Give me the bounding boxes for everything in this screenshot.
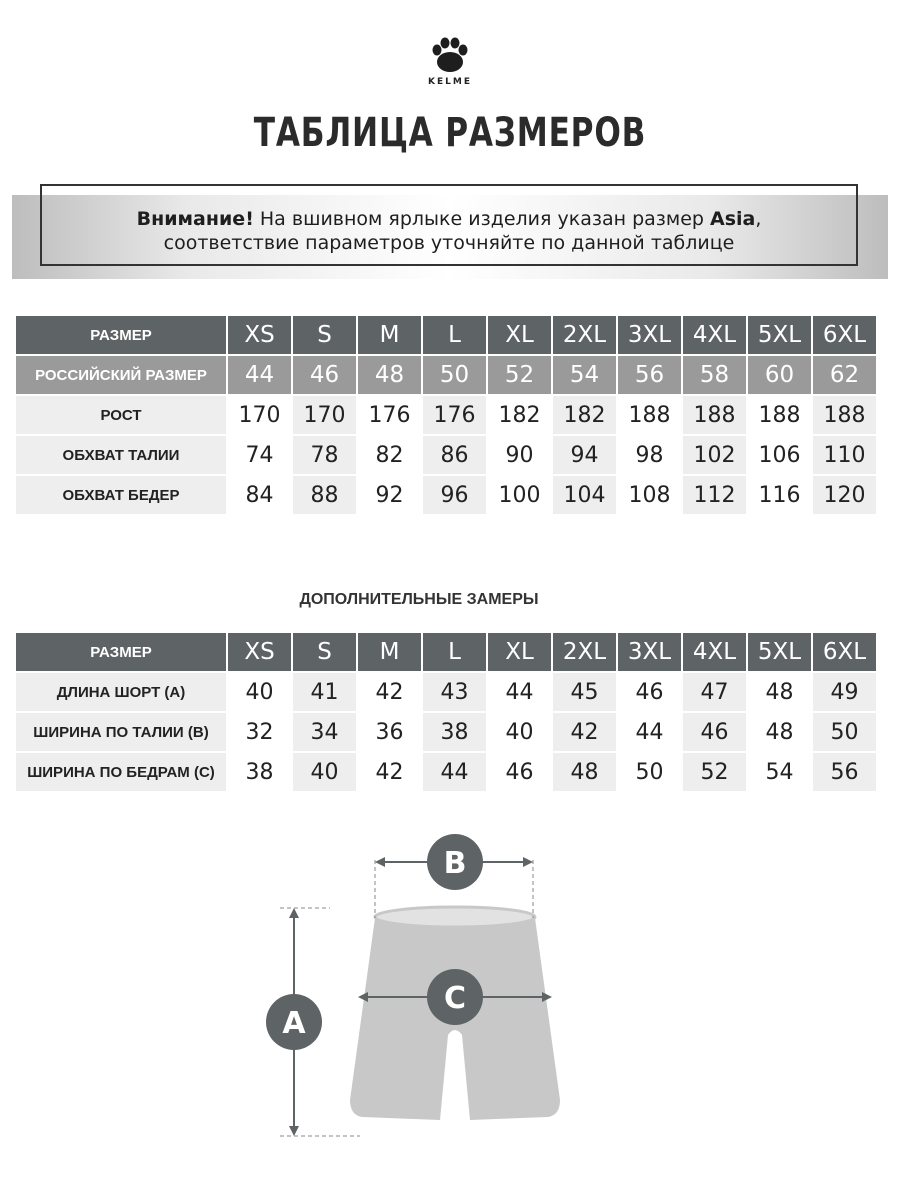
table-cell: 42 [358,673,421,711]
table-cell: 46 [618,673,681,711]
table-cell: 98 [618,436,681,474]
ru-size-cell: 60 [748,356,811,394]
row-label: ШИРИНА ПО БЕДРАМ (С) [16,753,226,791]
table-cell: 170 [293,396,356,434]
table-cell: 102 [683,436,746,474]
table-cell: 48 [748,673,811,711]
table-cell: 116 [748,476,811,514]
row-label: РОСТ [16,396,226,434]
table-cell: 188 [748,396,811,434]
table-cell: 94 [553,436,616,474]
table-row [16,436,876,474]
size-cell: 5XL [748,633,811,671]
ru-size-row [16,356,876,394]
paw-icon [420,30,480,80]
notice-text-1: На вшивном ярлыке изделия указан размер [253,208,710,230]
ru-size-cell: 48 [358,356,421,394]
table-cell: 182 [553,396,616,434]
notice-line-1 [40,208,858,230]
ru-size-label: РОССИЙСКИЙ РАЗМЕР [16,356,226,394]
table-cell: 52 [683,753,746,791]
size-cell: 3XL [618,316,681,354]
table-cell: 42 [358,753,421,791]
table-cell: 182 [488,396,551,434]
notice-text-2: , [755,208,762,230]
table-cell: 110 [813,436,876,474]
table-cell: 188 [618,396,681,434]
table-cell: 188 [683,396,746,434]
ru-size-cell: 58 [683,356,746,394]
size-cell: S [293,316,356,354]
table-cell: 34 [293,713,356,751]
table-cell: 120 [813,476,876,514]
table-cell: 40 [228,673,291,711]
table-cell: 44 [618,713,681,751]
ru-size-cell: 56 [618,356,681,394]
table-cell: 38 [228,753,291,791]
notice-line-2: соответствие параметров уточняйте по данной таблице [163,232,735,254]
row-label: ОБХВАТ ТАЛИИ [16,436,226,474]
table-cell: 104 [553,476,616,514]
table-cell: 40 [293,753,356,791]
marker-b-label: B [443,846,467,881]
size-header-row [16,316,876,354]
size-cell: XS [228,316,291,354]
ru-size-cell: 62 [813,356,876,394]
table-cell: 44 [423,753,486,791]
table-cell: 112 [683,476,746,514]
size-cell: 6XL [813,316,876,354]
table-cell: 48 [748,713,811,751]
table-row [16,713,876,751]
table-cell: 78 [293,436,356,474]
table-cell: 36 [358,713,421,751]
table-cell: 176 [423,396,486,434]
table-cell: 176 [358,396,421,434]
ru-size-cell: 54 [553,356,616,394]
size-cell: XL [488,316,551,354]
table-cell: 106 [748,436,811,474]
marker-a-label: A [282,1006,306,1041]
page-title: ТАБЛИЦА РАЗМЕРОВ [253,110,647,156]
table-cell: 54 [748,753,811,791]
table-cell: 48 [553,753,616,791]
table-cell: 74 [228,436,291,474]
ru-size-cell: 44 [228,356,291,394]
size-cell: M [358,633,421,671]
brand-name: KELME [428,77,472,87]
size-header-label: РАЗМЕР [16,633,226,671]
ru-size-cell: 50 [423,356,486,394]
size-cell: 4XL [683,316,746,354]
size-cell: XL [488,633,551,671]
table-cell: 47 [683,673,746,711]
table-cell: 32 [228,713,291,751]
row-label: ОБХВАТ БЕДЕР [16,476,226,514]
waistband-shape [375,907,535,927]
table-cell: 88 [293,476,356,514]
notice-bold-word: Asia [710,208,756,230]
size-cell: 6XL [813,633,876,671]
table-cell: 96 [423,476,486,514]
table-cell: 50 [618,753,681,791]
extra-measurements-heading: ДОПОЛНИТЕЛЬНЫЕ ЗАМЕРЫ [299,591,539,608]
size-header-label: РАЗМЕР [16,316,226,354]
table-cell: 38 [423,713,486,751]
table-cell: 41 [293,673,356,711]
marker-c-label: C [443,981,467,1016]
table-row [16,673,876,711]
table-cell: 44 [488,673,551,711]
size-cell: 2XL [553,316,616,354]
table-cell: 84 [228,476,291,514]
size-cell: 2XL [553,633,616,671]
table-cell: 90 [488,436,551,474]
table-cell: 188 [813,396,876,434]
table-cell: 50 [813,713,876,751]
size-cell: XS [228,633,291,671]
row-label: ШИРИНА ПО ТАЛИИ (В) [16,713,226,751]
table-cell: 45 [553,673,616,711]
table-cell: 86 [423,436,486,474]
table-cell: 46 [683,713,746,751]
table-cell: 108 [618,476,681,514]
ru-size-cell: 46 [293,356,356,394]
table-row [16,396,876,434]
table-row [16,476,876,514]
size-cell: M [358,316,421,354]
size-header-row [16,633,876,671]
table-cell: 46 [488,753,551,791]
table-cell: 100 [488,476,551,514]
size-cell: 5XL [748,316,811,354]
notice-bold-prefix: Внимание! [136,208,254,230]
size-cell: S [293,633,356,671]
extra-measurements-table [14,631,878,793]
ru-size-cell: 52 [488,356,551,394]
size-cell: L [423,633,486,671]
size-cell: 4XL [683,633,746,671]
table-cell: 40 [488,713,551,751]
size-cell: L [423,316,486,354]
row-label: ДЛИНА ШОРТ (А) [16,673,226,711]
table-cell: 82 [358,436,421,474]
table-cell: 42 [553,713,616,751]
table-row [16,753,876,791]
size-table [14,314,878,516]
table-cell: 92 [358,476,421,514]
table-cell: 170 [228,396,291,434]
table-cell: 49 [813,673,876,711]
size-cell: 3XL [618,633,681,671]
table-cell: 56 [813,753,876,791]
table-cell: 43 [423,673,486,711]
shorts-measurement-diagram [250,830,570,1150]
